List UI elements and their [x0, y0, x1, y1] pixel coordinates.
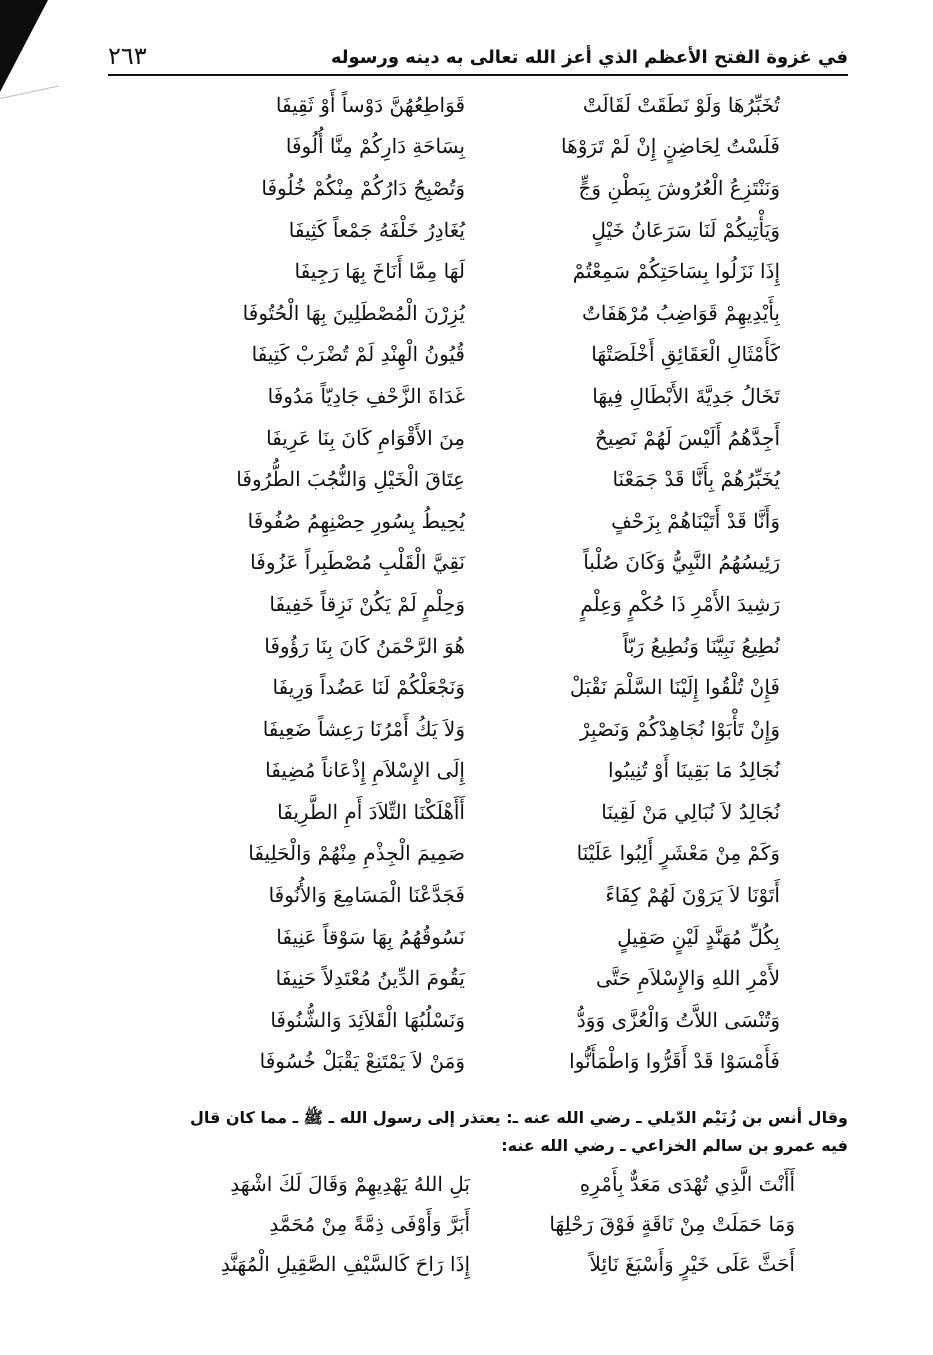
verse-first-hemistich: فَإِنْ تُلْقُوا إِلَيْنَا السَّلْمَ نَقْبَلْ — [569, 675, 780, 700]
verse-line — [180, 375, 780, 417]
verse-second-hemistich: قَوَاطِعُهُنَّ دَوْساً أَوْ ثَقِيفَا — [275, 92, 465, 117]
verse-line — [180, 1041, 780, 1083]
verse-line — [180, 916, 780, 958]
verse-first-hemistich: وَنَنْتَزِعُ الْعُرُوشَ بِبَطْنِ وَجٍّ — [578, 175, 780, 200]
verse-second-hemistich: نَقِيَّ الْقَلْبِ مُصْطَبِراً عَزُوفَا — [250, 550, 465, 575]
verse-line — [180, 666, 780, 708]
verse-first-hemistich: فَلَسْتُ لِحَاضِنٍ إِنْ لَمْ تَرَوْهَا — [561, 134, 780, 159]
verse-line — [180, 126, 780, 168]
verse-line — [180, 542, 780, 584]
verse-line — [180, 334, 780, 376]
verse-line — [180, 708, 780, 750]
verse-second-hemistich: أَأَهْلَكْنَا التِّلاَدَ أَمِ الطَّرِيفَا — [277, 799, 465, 824]
page-header — [108, 34, 848, 76]
verse-first-hemistich: لأَمْرِ اللهِ وَالإِسْلاَمِ حَتَّى — [596, 966, 780, 991]
verse-first-hemistich: وَيَأْتِيكُمْ لَنَا سَرَعَانُ خَيْلٍ — [591, 217, 780, 242]
verse-second-hemistich: صَمِيمَ الْجِذْمِ مِنْهُمْ وَالْحَلِيفَا — [248, 841, 465, 866]
verse-first-hemistich: رَئِيسُهُمُ النَّبِيُّ وَكَانَ صُلْباً — [583, 550, 780, 575]
verse-first-hemistich: وَتُنْسَى اللاَّتُ وَالْعُزَّى وَوَدُّ — [576, 1007, 780, 1032]
verse-first-hemistich: وَمَا حَمَلَتْ مِنْ نَاقَةٍ فَوْقَ رَحْلِهَا — [549, 1212, 795, 1236]
scan-corner-shadow — [0, 0, 48, 92]
verse-first-hemistich: كَأَمْثَالِ الْعَقَائِقِ أَخْلَصَتْهَا — [591, 342, 780, 367]
verse-second-hemistich: بَلِ اللهُ يَهْدِيهِمْ وَقَالَ لَكَ اشْهَدِ — [230, 1172, 470, 1196]
verse-second-hemistich: لَهَا مِمَّا أَنَاخَ بِهَا رَجِيفَا — [294, 259, 465, 284]
verse-first-hemistich: فَأَمْسَوْا قَدْ أَقَرُّوا وَاطْمَأَنُّوا — [569, 1049, 780, 1074]
verse-first-hemistich: وَكَمْ مِنْ مَعْشَرٍ أَلِبُوا عَلَيْنَا — [576, 841, 780, 866]
verse-line — [180, 458, 780, 500]
verse-first-hemistich: أَجِدَّهُمُ أَلَيْسَ لَهُمْ نَصِيحٌ — [594, 425, 780, 450]
verse-first-hemistich: تُخَبِّرُهَا وَلَوْ نَطَقَتْ لَقَالَتْ — [582, 92, 780, 117]
verse-line — [180, 84, 780, 126]
verse-second-hemistich: عِتَاقَ الْخَيْلِ وَالنُّجُبَ الطُّرُوفَا — [236, 467, 465, 492]
verse-line — [165, 1164, 795, 1204]
verse-line — [180, 250, 780, 292]
verse-second-hemistich: غَدَاةَ الزَّحْفِ جَادِيّاً مَدُوفَا — [267, 383, 465, 408]
verse-second-hemistich: نَسُوقُهُمُ بِهَا سَوْقاً عَنِيفَا — [276, 924, 465, 949]
verse-line — [180, 833, 780, 875]
verse-second-hemistich: يَقُومَ الدِّينُ مُعْتَدِلاً حَنِيفَا — [275, 966, 465, 991]
verse-second-hemistich: بِسَاحَةِ دَارِكُمْ مِنَّا أُلُوفَا — [285, 134, 465, 159]
verse-first-hemistich: نُجَالِدُ لاَ نُبَالِي مَنْ لَقِينَا — [601, 799, 780, 824]
verse-second-hemistich: يُزِرْنَ الْمُصْطَلِينَ بِهَا الْحُتُوفَا — [242, 300, 465, 325]
verse-first-hemistich: أَحَثَّ عَلَى خَيْرٍ وَأَسْبَغَ نَائِلاً — [589, 1252, 795, 1276]
verse-first-hemistich: يُخَبِّرُهُمْ بِأَنَّا قَدْ جَمَعْنَا — [612, 467, 780, 492]
verse-line — [180, 791, 780, 833]
verse-first-hemistich: نُطِيعُ نَبِيَّنَا وَنُطِيعُ رَبّاً — [622, 633, 780, 658]
verse-second-hemistich: فَجَدَّعْنَا الْمَسَامِعَ وَالأُنُوفَا — [268, 883, 465, 908]
verse-second-hemistich: وَمَنْ لاَ يَمْتَنِعْ يَقْبَلْ خُسُوفَا — [259, 1049, 465, 1074]
prose-introduction — [108, 1104, 848, 1160]
verse-line — [165, 1244, 795, 1284]
verse-line — [180, 750, 780, 792]
verse-first-hemistich: إِذَا نَزَلُوا بِسَاحَتِكُمْ سَمِعْتُمْ — [572, 259, 780, 284]
running-title: في غزوة الفتح الأعظم الذي أعز الله تعالى به دينه ورسوله — [330, 47, 848, 68]
prose-line: وقال أنس بن زُنَيْم الدّيلي ـ رضي الله عنه ـ: يعتذر إلى رسول الله ـ ﷺ ـ مما كان قال — [189, 1108, 848, 1127]
verse-second-hemistich: يُحِيطُ بِسُورِ حِصْنِهِمُ صُفُوفَا — [247, 508, 465, 533]
verse-line — [180, 292, 780, 334]
poem-main — [180, 84, 780, 1082]
verse-line — [180, 167, 780, 209]
verse-first-hemistich: أَتَوْنَا لاَ يَرَوْنَ لَهُمْ كِفَاءً — [605, 883, 780, 908]
verse-second-hemistich: يُغَادِرُ خَلْفَهُ جَمْعاً كَثِيفَا — [288, 217, 465, 242]
verse-line — [180, 500, 780, 542]
verse-line — [180, 583, 780, 625]
verse-first-hemistich: رَشِيدَ الأَمْرِ ذَا حُكْمٍ وَعِلْمٍ — [580, 591, 780, 616]
verse-second-hemistich: وَلاَ يَكُ أَمْرُنَا رَعِشاً ضَعِيفَا — [262, 716, 465, 741]
verse-first-hemistich: بِكُلِّ مُهَنَّدٍ لَيْنٍ صَقِيلٍ — [617, 924, 780, 949]
verse-second-hemistich: وَنَجْعَلْكُمْ لَنَا عَضُداً وَرِيفَا — [272, 675, 465, 700]
verse-second-hemistich: وَتُصْبِحُ دَارُكُمْ مِنْكُمْ خُلُوفَا — [261, 175, 465, 200]
verse-first-hemistich: وَإِنْ تَأْبَوْا نُجَاهِدْكُمْ وَنَصْبِرْ — [579, 716, 780, 741]
poem-second — [165, 1164, 795, 1284]
verse-line — [180, 874, 780, 916]
verse-line — [180, 625, 780, 667]
verse-first-hemistich: نُجَالِدُ مَا بَقِينَا أَوْ تُنِيبُوا — [607, 758, 780, 783]
verse-line — [180, 209, 780, 251]
verse-line — [165, 1204, 795, 1244]
verse-second-hemistich: قُيُونُ الْهِنْدِ لَمْ تُضْرَبْ كَتِيفَا — [251, 342, 465, 367]
verse-second-hemistich: وَحِلْمٍ لَمْ يَكُنْ نَزِقاً خَفِيفَا — [269, 591, 465, 616]
verse-line — [180, 957, 780, 999]
verse-second-hemistich: هُوَ الرَّحْمَنُ كَانَ بِنَا رَؤُوفَا — [264, 633, 465, 658]
verse-second-hemistich: إِلَى الإِسْلاَمِ إِذْعَاناً مُضِيفَا — [265, 758, 465, 783]
verse-line — [180, 417, 780, 459]
verse-first-hemistich: بِأَيْدِيهِمْ قَوَاضِبُ مُرْهَفَاتٌ — [582, 300, 780, 325]
prose-line: فيه عمرو بن سالم الخزاعي ـ رضي الله عنه: — [501, 1136, 848, 1155]
page-number: ٢٦٣ — [108, 42, 147, 70]
verse-second-hemistich: أَبَرَّ وَأَوْفَى ذِمَّةً مِنْ مُحَمَّدِ — [269, 1212, 470, 1236]
verse-second-hemistich: وَنَسْلُبُهَا الْقَلاَئِدَ وَالشُّنُوفَا — [270, 1007, 465, 1032]
verse-first-hemistich: وَأَنَّا قَدْ أَتَيْنَاهُمْ بِزَحْفٍ — [611, 508, 780, 533]
verse-first-hemistich: تَخَالُ جَدِيَّةَ الأَبْطَالِ فِيهَا — [592, 383, 780, 408]
verse-first-hemistich: أَأَنْتَ الَّذِي تُهْدَى مَعَدٌّ بِأَمْرِهِ — [579, 1172, 795, 1196]
verse-line — [180, 999, 780, 1041]
verse-second-hemistich: مِنَ الأَقْوَامِ كَانَ بِنَا عَرِيفَا — [266, 425, 465, 450]
verse-second-hemistich: إِذَا رَاحَ كَالسَّيْفِ الصَّقِيلِ الْمُهَنَّدِ — [220, 1252, 470, 1276]
